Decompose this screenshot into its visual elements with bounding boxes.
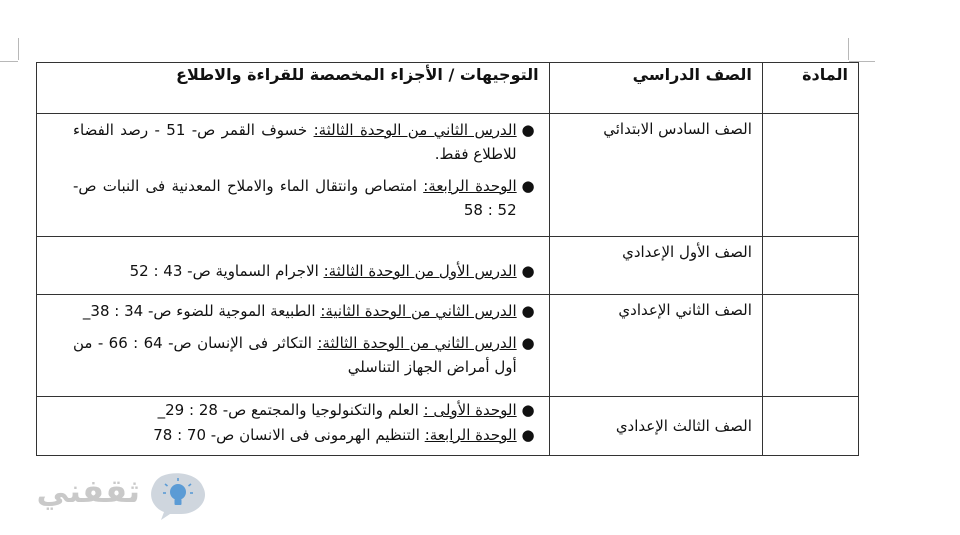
subject-cell — [762, 114, 858, 237]
header-grade-label: الصف الدراسي — [632, 65, 752, 84]
grade-label: الصف الثالث الإعدادي — [615, 417, 752, 435]
item-text: امتصاص وانتقال الماء والاملاح المعدنية فى النبات ص- 52 : 58 — [73, 177, 517, 219]
item-text: العلم والتكنولوجيا والمجتمع ص- 28 : 29_ — [157, 401, 424, 419]
list-item — [73, 398, 535, 422]
item-lead: الوحدة الأولى : — [423, 401, 517, 419]
header-directions-label: التوجيهات / الأجزاء المخصصة للقراءة والاطلاع — [176, 65, 539, 84]
header-cell-directions — [37, 63, 550, 114]
list-item — [73, 331, 535, 379]
item-lead: الدرس الثاني من الوحدة الثالثة: — [313, 121, 517, 139]
list-item — [73, 299, 535, 323]
directions-cell — [37, 397, 550, 456]
header-subject-label: المادة — [802, 65, 848, 84]
bullet-icon: ● — [521, 121, 535, 139]
table-row — [37, 237, 859, 295]
item-text: خسوف القمر ص- 51 - رصد الفضاء للاطلاع فقط. — [73, 121, 517, 163]
item-lead: الوحدة الرابعة: — [423, 177, 517, 195]
bullet-icon: ● — [521, 426, 535, 444]
subject-cell — [762, 237, 858, 295]
list-item — [73, 259, 535, 283]
grade-label: الصف الثاني الإعدادي — [618, 301, 752, 319]
directions-cell — [37, 114, 550, 237]
subject-cell — [762, 295, 858, 397]
bullet-icon: ● — [521, 401, 535, 419]
table-row — [37, 114, 859, 237]
logo-text: ثقفني — [36, 472, 140, 510]
item-text: التنظيم الهرمونى فى الانسان ص- 70 : 78 — [153, 426, 425, 444]
grade-cell — [549, 237, 762, 295]
bullet-icon: ● — [521, 334, 535, 352]
list-item — [73, 174, 535, 222]
margin-corner-mark — [848, 38, 849, 60]
item-text: التكاثر فى الإنسان ص- 64 : 66 - من أول أمراض الجهاز التناسلي — [73, 334, 517, 376]
item-lead: الوحدة الرابعة: — [424, 426, 517, 444]
header-cell-subject — [762, 63, 858, 114]
header-cell-grade — [549, 63, 762, 114]
grade-cell — [549, 295, 762, 397]
subject-cell — [762, 397, 858, 456]
item-lead: الدرس الثاني من الوحدة الثالثة: — [317, 334, 517, 352]
item-lead: الدرس الثاني من الوحدة الثانية: — [320, 302, 517, 320]
margin-corner-mark — [0, 61, 18, 62]
list-item — [73, 423, 535, 447]
item-text: الطبيعة الموجية للضوء ص- 34 : 38_ — [82, 302, 321, 320]
bullet-icon: ● — [521, 177, 535, 195]
table-header-row — [37, 63, 859, 114]
bullet-icon: ● — [521, 302, 535, 320]
bullet-icon: ● — [521, 262, 535, 280]
item-text: الاجرام السماوية ص- 43 : 52 — [129, 262, 324, 280]
table-row — [37, 397, 859, 456]
table-row — [37, 295, 859, 397]
grade-label: الصف السادس الابتدائي — [603, 120, 752, 138]
directions-cell — [37, 237, 550, 295]
grade-cell — [549, 114, 762, 237]
list-item — [73, 118, 535, 166]
curriculum-table — [36, 62, 859, 456]
item-lead: الدرس الأول من الوحدة الثالثة: — [323, 262, 517, 280]
directions-cell — [37, 295, 550, 397]
margin-corner-mark — [18, 38, 19, 60]
grade-cell — [549, 397, 762, 456]
grade-label: الصف الأول الإعدادي — [622, 243, 752, 261]
